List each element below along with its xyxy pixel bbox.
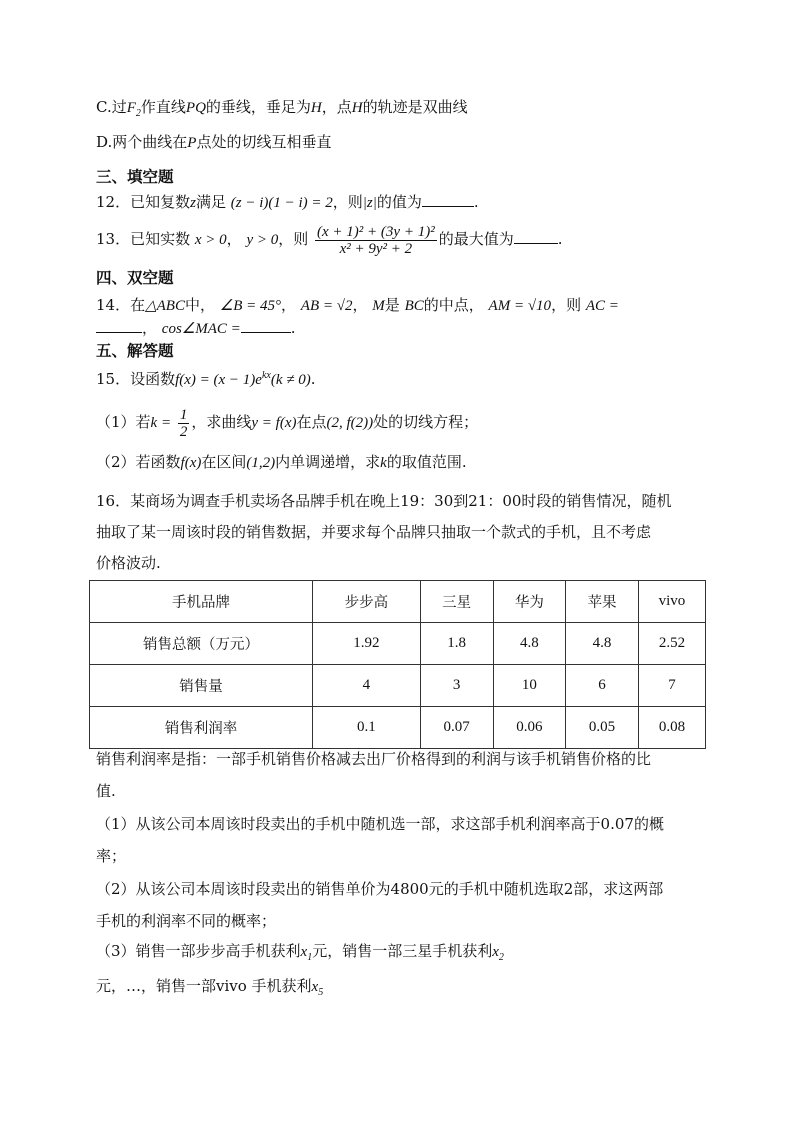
q15-interval: (1,2) <box>246 455 276 471</box>
table-row <box>90 623 706 665</box>
table-row <box>90 665 706 707</box>
section-heading-fill-in: 三、填空题 <box>96 167 174 186</box>
option-c <box>96 97 702 124</box>
q14-lead: 14．在 <box>96 296 146 314</box>
table-header-cell: 三星 <box>420 581 493 623</box>
answer-blank <box>514 229 558 244</box>
q14-text-4: ，则 <box>551 296 582 314</box>
table-row-label: 销售总额（万元） <box>90 623 313 665</box>
q16-part-1-line-2: 率； <box>96 847 127 865</box>
q15-p2-text-1: 在区间 <box>201 453 247 471</box>
q13-cond-y: y > 0 <box>246 232 279 248</box>
q15-exponent: kx <box>261 370 271 381</box>
var-x2: x <box>492 944 499 960</box>
q14-ab: AB = √2 <box>300 298 353 314</box>
q16-part-2-line-2: 手机的利润率不同的概率； <box>96 912 277 930</box>
question-15-part-1 <box>96 404 702 441</box>
question-12 <box>96 192 702 213</box>
q12-z: z <box>190 195 196 211</box>
q15-k-denominator: 2 <box>179 423 188 440</box>
q15-k-numerator: 1 <box>179 406 188 423</box>
q16-p3-mid: 元，销售一部三星手机获利 <box>312 942 493 960</box>
q15-p1-text-1: ，求曲线 <box>191 413 252 431</box>
q13-text-2: 的最大值为 <box>438 230 514 248</box>
table-header-cell: 步步高 <box>313 581 421 623</box>
q14-triangle: △ABC <box>145 298 185 314</box>
table-cell: 4.8 <box>566 623 639 665</box>
table-row-label: 销售量 <box>90 665 313 707</box>
option-d-lead: D.两个曲线在 <box>96 133 188 151</box>
table-cell: 0.06 <box>493 707 566 749</box>
q12-text-3: 的值为 <box>376 193 422 211</box>
q16-part-2-line-1: （2）从该公司本周该时段卖出的销售单价为4800元的手机中随机选取2部，求这两部 <box>96 880 664 898</box>
table-cell: 0.05 <box>566 707 639 749</box>
q16-p3-lead: （3）销售一部步步高手机获利 <box>96 942 301 960</box>
line-pq: PQ <box>185 100 206 116</box>
q15-p2-text-2: 内单调递增，求 <box>275 453 381 471</box>
table-header-cell: vivo <box>638 581 705 623</box>
q14-comma-3: ， <box>142 319 158 337</box>
q14-bc: BC <box>404 298 424 314</box>
var-x1: x <box>300 944 308 960</box>
q15-point: (2, f(2)) <box>326 415 374 431</box>
q13-numerator: (x + 1)² + (3y + 1)² <box>317 223 435 240</box>
table-cell: 1.8 <box>420 623 493 665</box>
table-cell: 0.07 <box>420 707 493 749</box>
q16-intro-2: 抽取了某一周该时段的销售数据，并要求每个品牌只抽取一个款式的手机，且不考虑 <box>96 523 652 541</box>
q15-k-fraction <box>178 407 190 440</box>
table-cell: 0.08 <box>638 707 705 749</box>
q15-fx: f(x) <box>180 455 202 471</box>
q14-angle: ∠B = 45° <box>219 298 281 314</box>
table-row <box>90 707 706 749</box>
q13-sep: ， <box>226 230 242 248</box>
q13-cond-x: x > 0 <box>194 232 227 248</box>
var-x5-sub: 5 <box>318 987 324 998</box>
q16-intro-1: 16．某商场为调查手机卖场各品牌手机在晚上19：30到21：00时段的销售情况，随机 <box>96 492 672 510</box>
q14-comma-2: ， <box>352 296 368 314</box>
q12-lead: 12．已知复数 <box>96 193 191 211</box>
q14-ac: AC = <box>585 298 619 314</box>
point-h-2: H <box>351 100 363 116</box>
q15-end: . <box>310 370 316 388</box>
option-c-text-3: ，点 <box>321 98 352 116</box>
option-d-tail: 点处的切线互相垂直 <box>196 133 332 151</box>
q15-p1-text-3: 处的切线方程； <box>373 413 479 431</box>
q14-m: M <box>372 298 385 314</box>
q16-part-3-line-1 <box>96 941 702 968</box>
q15-lead: 15．设函数 <box>96 370 176 388</box>
q13-end: . <box>557 230 563 248</box>
q16-p3b-lead: 元，…，销售一部vivo 手机获利 <box>96 977 312 995</box>
q16-part-1-line-1: （1）从该公司本周该时段卖出的手机中随机选一部，求这部手机利润率高于0.07的概 <box>96 815 664 833</box>
table-header-cell: 苹果 <box>566 581 639 623</box>
section-heading-solutions: 五、解答题 <box>96 341 174 360</box>
table-row-label: 销售利润率 <box>90 707 313 749</box>
option-c-text-4: 的轨迹是双曲线 <box>362 98 468 116</box>
table-cell: 7 <box>638 665 705 707</box>
q12-end: . <box>473 193 479 211</box>
q14-end: . <box>290 319 296 337</box>
q15-condition: (k ≠ 0) <box>270 372 311 388</box>
table-cell: 1.92 <box>313 623 421 665</box>
table-cell: 6 <box>566 665 639 707</box>
q15-p2-lead: （2）若函数 <box>96 453 181 471</box>
q15-k: k = <box>150 415 172 431</box>
q14-text-2: 是 <box>384 296 400 314</box>
sales-table <box>89 580 706 749</box>
point-h-1: H <box>310 100 322 116</box>
q13-denominator: x² + 9y² + 2 <box>339 240 413 257</box>
q15-p1-text-2: 在点 <box>296 413 327 431</box>
table-header-row <box>90 581 706 623</box>
option-c-text-1: 作直线 <box>140 98 186 116</box>
option-d <box>96 132 702 153</box>
q13-text-1: ，则 <box>278 230 309 248</box>
var-x1-sub: 1 <box>307 952 313 963</box>
table-header-cell: 华为 <box>493 581 566 623</box>
table-cell: 10 <box>493 665 566 707</box>
q16-definition-2: 值. <box>96 782 116 800</box>
option-c-lead: C.过 <box>96 98 127 116</box>
q16-definition-1: 销售利润率是指：一部手机销售价格减去出厂价格得到的利润与该手机销售价格的比 <box>96 750 652 768</box>
table-cell: 4 <box>313 665 421 707</box>
question-14-line-2 <box>96 318 702 339</box>
q14-am: AM = √10 <box>488 298 552 314</box>
q14-cos: cos∠MAC = <box>161 321 241 337</box>
q13-lead: 13．已知实数 <box>96 230 191 248</box>
table-header-cell: 手机品牌 <box>90 581 313 623</box>
focus-f-sub: 2 <box>135 108 141 119</box>
point-p: P <box>187 135 197 151</box>
q15-function: f(x) = (x − 1)e <box>175 372 262 388</box>
q12-text-1: 满足 <box>195 193 226 211</box>
answer-blank <box>96 318 142 333</box>
q15-p1-lead: （1）若 <box>96 413 151 431</box>
table-cell: 3 <box>420 665 493 707</box>
var-x5: x <box>311 979 319 995</box>
answer-blank <box>422 192 474 207</box>
question-13 <box>96 221 702 258</box>
q15-curve: y = f(x) <box>251 415 297 431</box>
q13-fraction <box>315 224 437 257</box>
q16-part-3-line-2 <box>96 976 702 1003</box>
q14-text-1: 中， <box>184 296 215 314</box>
q12-abs-z: |z| <box>362 195 377 211</box>
table-cell: 4.8 <box>493 623 566 665</box>
section-heading-double-blank: 四、双空题 <box>96 268 174 287</box>
q15-k-2: k <box>380 455 387 471</box>
var-x2-sub: 2 <box>498 952 504 963</box>
table-cell: 0.1 <box>313 707 421 749</box>
option-c-text-2: 的垂线，垂足为 <box>205 98 311 116</box>
answer-blank <box>241 318 291 333</box>
table-cell: 2.52 <box>638 623 705 665</box>
q14-text-3: 的中点， <box>423 296 484 314</box>
q16-intro-3: 价格波动. <box>96 554 161 572</box>
q12-text-2: ，则 <box>332 193 363 211</box>
question-15 <box>96 366 702 390</box>
question-14-line-1 <box>96 295 702 316</box>
question-15-part-2 <box>96 452 702 473</box>
q15-p2-text-3: 的取值范围. <box>386 453 467 471</box>
q14-comma-1: ， <box>281 296 297 314</box>
focus-f: F <box>126 100 136 116</box>
q12-equation: (z − i)(1 − i) = 2 <box>230 195 333 211</box>
